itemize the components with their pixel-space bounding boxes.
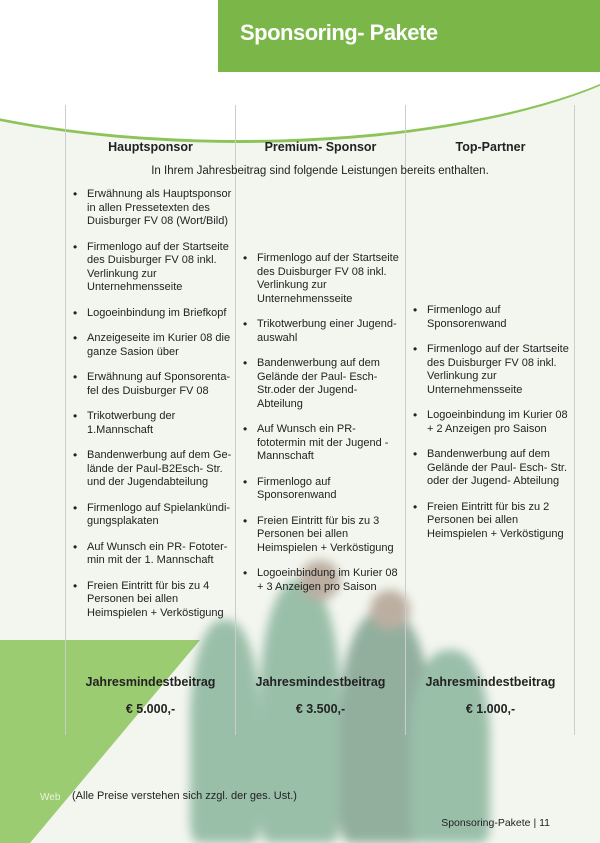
list-item: • Freien Eintritt für bis zu 2 Personen bei allen Heimspielen + Verköstigung [427,501,577,542]
list-item: • Firmenlogo auf Sponsorenwand [257,476,402,503]
column-title: Top-Partner [455,140,526,154]
page-title: Sponsoring- Pakete [240,20,438,45]
list-item: • Bandenwerbung auf dem Ge-lände der Paul-B2Esch- Str. und der Jugendabteilung [87,449,237,490]
price: € 5.000,- [125,702,176,716]
list-item: • Trikotwerbung einer Jugend-auswahl [257,318,402,345]
list-item: • Erwähnung als Hauptsponsor in allen Pressetexten des Duisburger FV 08 (Wort/Bild) [87,188,237,229]
benefit-list [239,252,402,606]
list-item: • Firmenlogo auf der Startseite des Duisburger FV 08 inkl. Verlinkung zur Unternehmensseite [427,343,577,397]
list-item: • Logoeinbindung im Briefkopf [87,307,237,321]
price-note: (Alle Preise verstehen sich zzgl. der ges. Ust.) [72,790,297,802]
benefit-list [409,304,577,553]
column-title: Premium- Sponsor [264,140,377,154]
min-contribution-label: Jahresmindestbeitrag [255,675,386,689]
price: € 3.500,- [295,702,346,716]
list-item: • Freien Eintritt für bis zu 3 Personen bei allen Heimspielen + Verköstigung [257,515,402,556]
min-contribution-label: Jahresmindestbeitrag [425,675,556,689]
list-item: • Logoeinbindung im Kurier 08 + 3 Anzeigen pro Saison [257,567,402,594]
benefit-list [69,188,237,632]
list-item: • Anzeigeseite im Kurier 08 die ganze Sasion über [87,332,237,359]
list-item: • Logoeinbindung im Kurier 08 + 2 Anzeigen pro Saison [427,409,577,436]
list-item: • Firmenlogo auf der Startseite des Duisburger FV 08 inkl. Verlinkung zur Unternehmensseite [87,241,237,295]
list-item: • Firmenlogo auf Sponsorenwand [427,304,577,331]
price: € 1.000,- [465,702,516,716]
list-item: • Freien Eintritt für bis zu 4 Personen bei allen Heimspielen + Verköstigung [87,580,237,621]
column-premium-sponsor [236,105,405,735]
page-header [218,0,600,72]
list-item: • Firmenlogo auf Spielankündi-gungsplakaten [87,502,237,529]
list-item: • Erwähnung auf Sponsorenta-fel des Duisburger FV 08 [87,371,237,398]
column-title: Hauptsponsor [108,140,193,154]
list-item: • Firmenlogo auf der Startseite des Duisburger FV 08 inkl. Verlinkung zur Unternehmensseite [257,252,402,306]
page-footer: Sponsoring-Pakete | 11 [441,817,550,829]
intro-text: In Ihrem Jahresbeitrag sind folgende Leistungen bereits enthalten. [151,165,489,177]
web-label: Web [40,792,61,803]
list-item: • Auf Wunsch ein PR-fototermin mit der Jugend -Mannschaft [257,423,402,464]
packages-table [65,105,575,735]
min-contribution-label: Jahresmindestbeitrag [85,675,216,689]
list-item: • Trikotwerbung der 1.Mannschaft [87,410,237,437]
list-item: • Bandenwerbung auf dem Gelände der Paul- Esch-Str.oder der Jugend-Abteilung [257,357,402,411]
list-item: • Auf Wunsch ein PR- Fototer-min mit der 1. Mannschaft [87,541,237,568]
column-hauptsponsor [66,105,235,735]
list-item: • Bandenwerbung auf dem Gelände der Paul- Esch- Str. oder der Jugend- Abteilung [427,448,577,489]
column-top-partner [406,105,575,735]
